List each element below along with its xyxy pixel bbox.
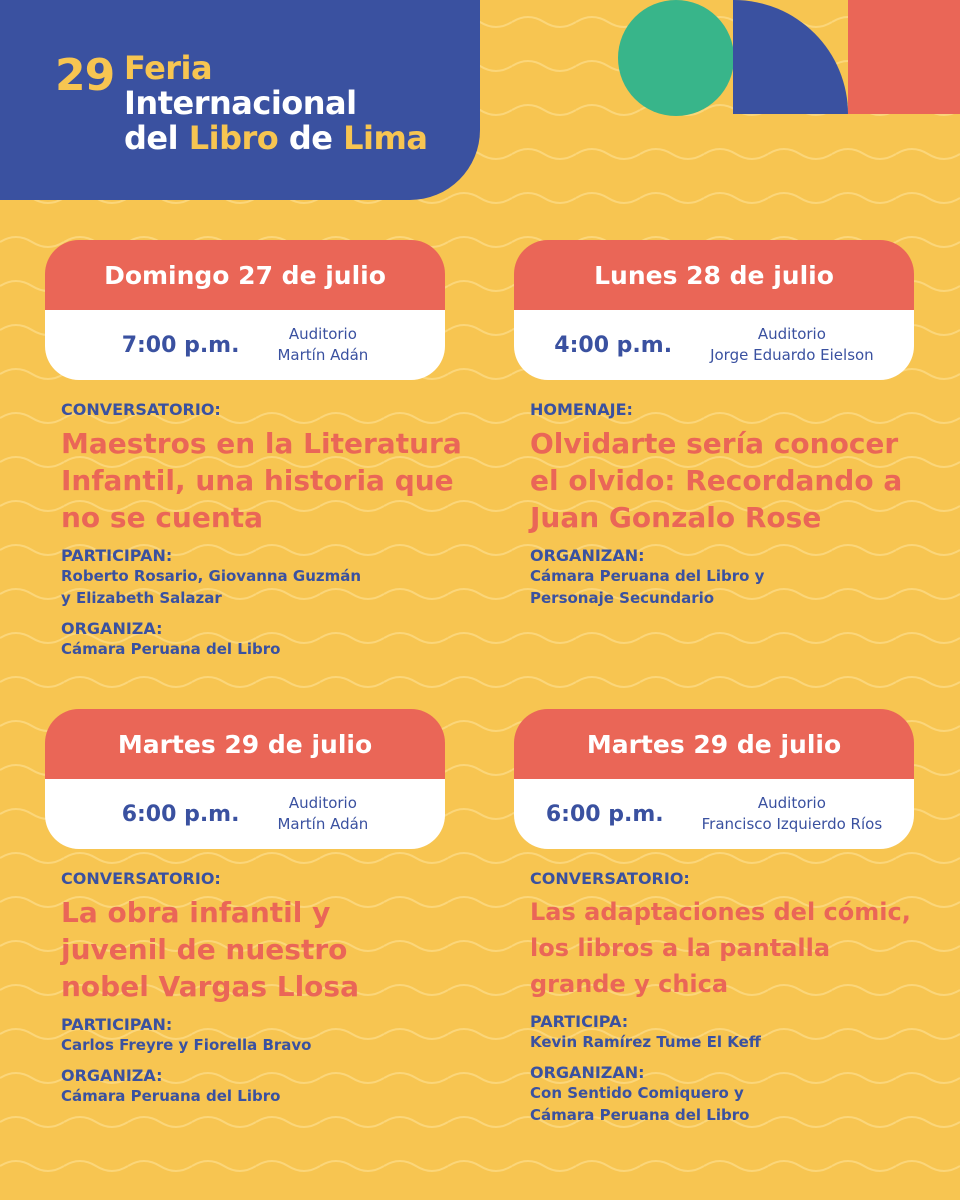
event-card-2	[514, 240, 914, 609]
event-venue	[277, 793, 368, 835]
venue-line-2: Jorge Eduardo Eielson	[710, 346, 874, 364]
event-time-venue	[514, 310, 914, 380]
event-title-line-2: los libros a la pantalla	[530, 934, 831, 962]
event-title-line-1: Olvidarte sería conocer	[530, 427, 899, 460]
participants-line-1: Carlos Freyre y Fiorella Bravo	[61, 1036, 312, 1054]
fair-title-line-2: Internacional	[124, 84, 357, 122]
participants-line-2: y Elizabeth Salazar	[61, 589, 222, 607]
event-time: 7:00 p.m.	[121, 332, 240, 358]
event-title-line-2: juvenil de nuestro	[61, 933, 348, 966]
event-title-line-3: grande y chica	[530, 970, 729, 998]
event-title-line-3: no se cuenta	[61, 501, 264, 534]
event-title	[530, 894, 914, 1002]
participants-label: PARTICIPAN:	[61, 546, 173, 565]
event-time-venue	[45, 310, 445, 380]
venue-line-1: Auditorio	[757, 325, 826, 343]
organizer-line-2: Personaje Secundario	[530, 589, 715, 607]
event-venue	[277, 324, 368, 366]
event-title-line-1: La obra infantil y	[61, 896, 331, 929]
venue-line-2: Martín Adán	[277, 346, 369, 364]
venue-line-1: Auditorio	[288, 794, 357, 812]
event-title	[61, 425, 462, 536]
event-time-venue	[514, 779, 914, 849]
green-circle-decoration	[618, 0, 734, 116]
event-date: Lunes 28 de julio	[514, 240, 914, 310]
event-category: CONVERSATORIO:	[61, 869, 221, 888]
event-time: 6:00 p.m.	[121, 801, 240, 827]
event-title-line-1: Las adaptaciones del cómic,	[530, 898, 911, 926]
organizer-line-1: Con Sentido Comiquero y	[530, 1084, 744, 1102]
event-category: HOMENAJE:	[530, 400, 633, 419]
event-time: 4:00 p.m.	[554, 332, 673, 358]
fair-title-word-del: del	[124, 119, 179, 157]
participants-line-1: Roberto Rosario, Giovanna Guzmán	[61, 567, 362, 585]
event-time-venue	[45, 779, 445, 849]
event-venue	[702, 793, 883, 835]
edition-number: 29	[55, 50, 115, 101]
event-title-line-3: Juan Gonzalo Rose	[530, 501, 822, 534]
organizer-label: ORGANIZAN:	[530, 1063, 645, 1082]
participants-label: PARTICIPAN:	[61, 1015, 173, 1034]
event-title-line-2: Infantil, una historia que	[61, 464, 454, 497]
organizer-label: ORGANIZA:	[61, 1066, 163, 1085]
organizer-line-1: Cámara Peruana del Libro y	[530, 567, 765, 585]
event-card-3	[45, 709, 445, 1107]
fair-title-word-de: de	[288, 119, 333, 157]
event-card-1	[45, 240, 462, 660]
fair-title-line-1: Feria	[124, 49, 213, 87]
venue-line-2: Martín Adán	[277, 815, 369, 833]
venue-line-1: Auditorio	[288, 325, 357, 343]
fair-title-word-lima: Lima	[343, 119, 428, 157]
participants-line-1: Kevin Ramírez Tume El Keff	[530, 1033, 761, 1051]
event-venue	[710, 324, 874, 366]
event-date: Domingo 27 de julio	[45, 240, 445, 310]
event-title-line-2: el olvido: Recordando a	[530, 464, 903, 497]
fair-title-word-libro: Libro	[188, 119, 279, 157]
event-category: CONVERSATORIO:	[61, 400, 221, 419]
event-card-4	[514, 709, 914, 1126]
event-title	[530, 425, 914, 536]
event-date: Martes 29 de julio	[45, 709, 445, 779]
organizer-label: ORGANIZAN:	[530, 546, 645, 565]
event-title-line-3: nobel Vargas Llosa	[61, 970, 359, 1003]
fair-title-line-3	[124, 120, 427, 156]
event-title-line-1: Maestros en la Literatura	[61, 427, 462, 460]
organizer-line-1: Cámara Peruana del Libro	[61, 1087, 281, 1105]
event-title	[61, 894, 445, 1005]
organizer-line-1: Cámara Peruana del Libro	[61, 640, 281, 658]
coral-square-decoration	[848, 0, 960, 114]
participants-label: PARTICIPA:	[530, 1012, 629, 1031]
organizer-label: ORGANIZA:	[61, 619, 163, 638]
event-time: 6:00 p.m.	[545, 801, 664, 827]
venue-line-1: Auditorio	[757, 794, 826, 812]
venue-line-2: Francisco Izquierdo Ríos	[701, 815, 883, 833]
organizer-line-2: Cámara Peruana del Libro	[530, 1106, 750, 1124]
event-category: CONVERSATORIO:	[530, 869, 690, 888]
event-date: Martes 29 de julio	[514, 709, 914, 779]
